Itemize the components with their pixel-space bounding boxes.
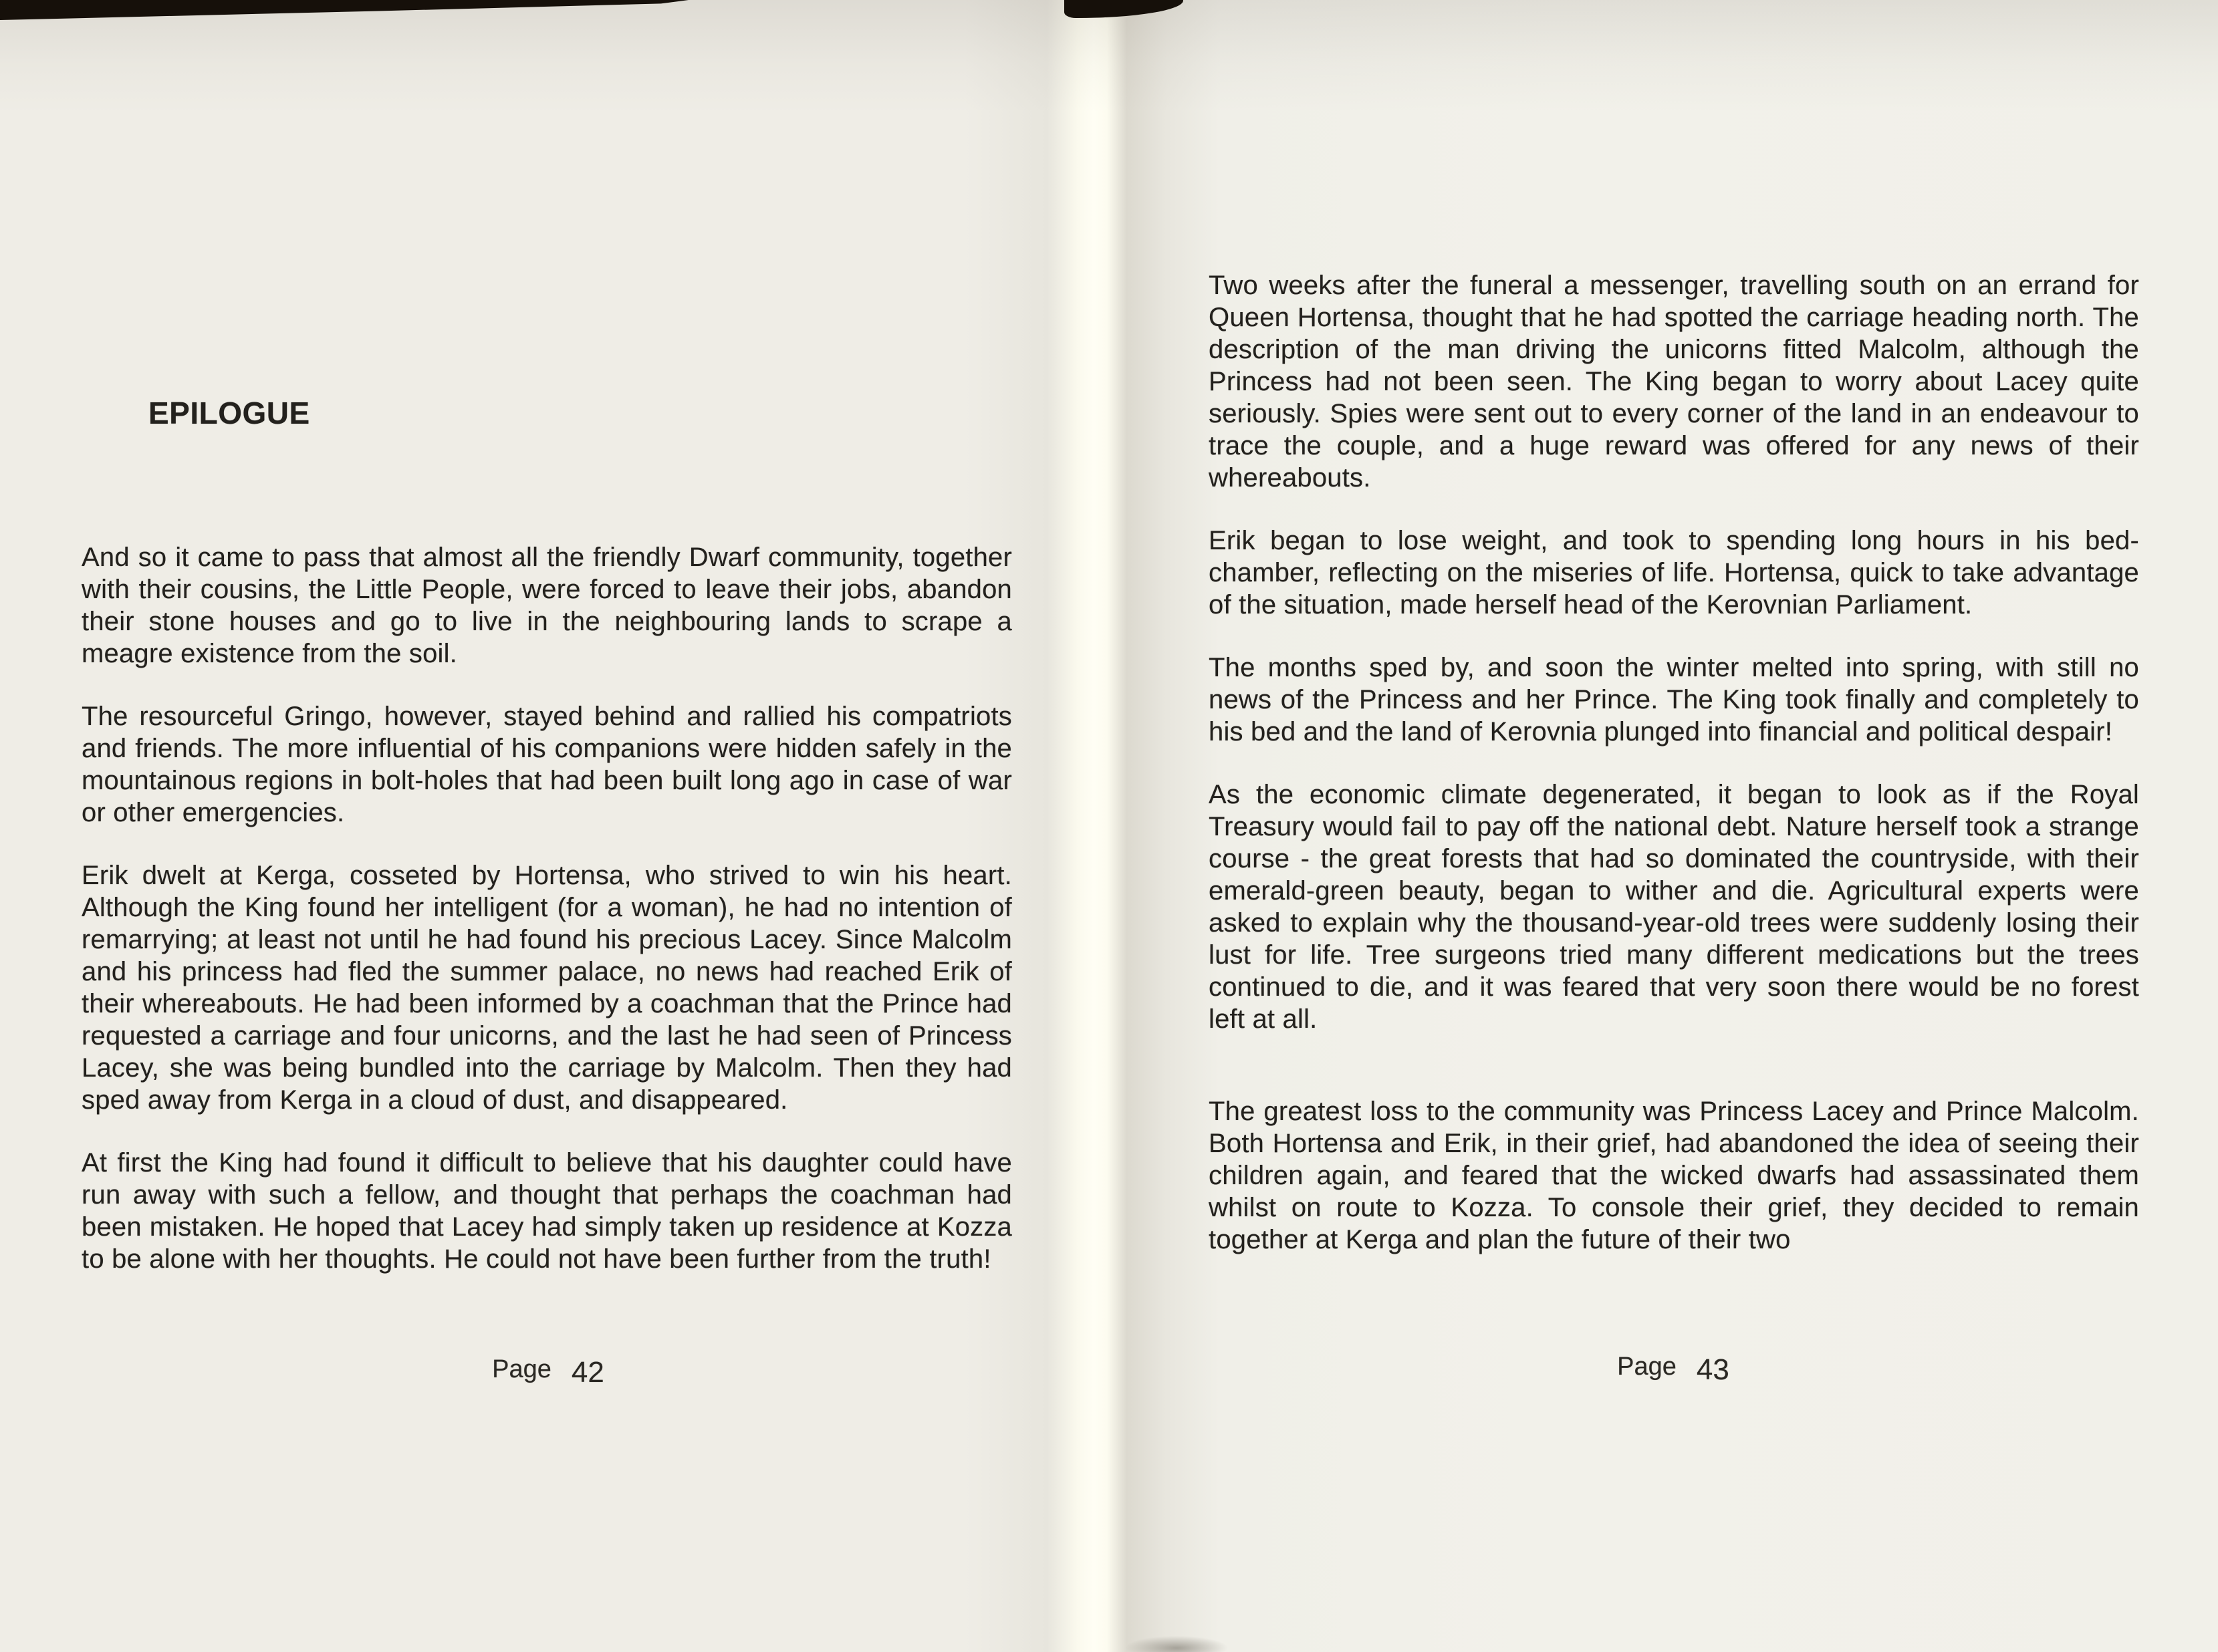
body-paragraph: Erik dwelt at Kerga, cosseted by Hortensa, who strived to win his heart. Although the King found her intelligent (for a woman), he had no intention of remarrying; at least not until he had found his precious Lacey. Since Malcolm and his princess had fled the summer palace, no news had reached Erik of their whereabouts. He had been informed by a coachman that the Prince had requested a carriage and four unicorns, and the last he had seen of Princess Lacey, she was being bundled into the carriage by Malcolm. Then they had sped away from Kerga in a cloud of dust, and disappeared. xyxy=(82,861,1012,1115)
chapter-heading: EPILOGUE xyxy=(148,396,310,430)
body-paragraph: And so it came to pass that almost all the friendly Dwarf community, together with their cousins, the Little People, were forced to leave their jobs, abandon their stone houses and go to live in the neighbouring lands to scrape a meagre existence from the soil. xyxy=(82,543,1012,668)
page-footer-number: 42 xyxy=(571,1356,604,1389)
scanner-edge-shadow xyxy=(0,0,689,20)
body-paragraph: As the economic climate degenerated, it began to look as if the Royal Treasury would fail to pay off the national debt. Nature herself took a strange course - the great forests that had so dominated the countryside, with their emerald-green beauty, began to wither and die. Agricultural experts were asked to explain why the thousand-year-old trees were suddenly losing their lust for life. Tree surgeons tried many different medications but the trees continued to die, and it was feared that very soon there would be no forest left at all. xyxy=(1209,780,2139,1034)
page-footer-label: Page xyxy=(492,1355,551,1383)
body-paragraph: The greatest loss to the community was Princess Lacey and Prince Malcolm. Both Hortensa and Erik, in their grief, had abandoned the idea of seeing their children again, and feared that the wicked dwarfs had assassinated them whilst on route to Kozza. To console their grief, they decided to remain together at Kerga and plan the future of their two xyxy=(1209,1097,2139,1254)
body-paragraph: At first the King had found it difficult to believe that his daughter could have run away with such a fellow, and thought that perhaps the coachman had been mistaken. He hoped that Lacey had simply taken up residence at Kozza to be alone with her thoughts. He could not have been further from the truth! xyxy=(82,1148,1012,1274)
body-paragraph: Two weeks after the funeral a messenger, travelling south on an errand for Queen Hortensa, thought that he had spotted the carriage heading north. The description of the man driving the unicorns fitted Malcolm, although the Princess had not been seen. The King began to worry about Lacey quite seriously. Spies were sent out to every corner of the land in an endeavour to trace the couple, and a huge reward was offered for any news of their whereabouts. xyxy=(1209,271,2139,493)
page-footer xyxy=(84,1351,1013,1389)
body-paragraph: Erik began to lose weight, and took to spending long hours in his bed-chamber, reflecting on the miseries of life. Hortensa, quick to take advantage of the situation, made herself head of the Kerovnian Parliament. xyxy=(1209,526,2139,620)
body-paragraph: The months sped by, and soon the winter melted into spring, with still no news of the Princess and her Prince. The King took finally and completely to his bed and the land of Kerovnia plunged into financial and political despair! xyxy=(1209,653,2139,746)
page-footer-number: 43 xyxy=(1696,1353,1729,1386)
left-page-text-column xyxy=(82,394,1012,1306)
gutter-top-shadow xyxy=(1064,0,1183,18)
page-footer-label: Page xyxy=(1617,1353,1677,1381)
page-footer xyxy=(1209,1349,2138,1386)
body-paragraph: The resourceful Gringo, however, stayed behind and rallied his compatriots and friends. The more influential of his companions were hidden safely in the mountainous regions in bolt-holes that had been built long ago in case of war or other emergencies. xyxy=(82,702,1012,827)
right-page-text-column xyxy=(1209,269,2139,1286)
